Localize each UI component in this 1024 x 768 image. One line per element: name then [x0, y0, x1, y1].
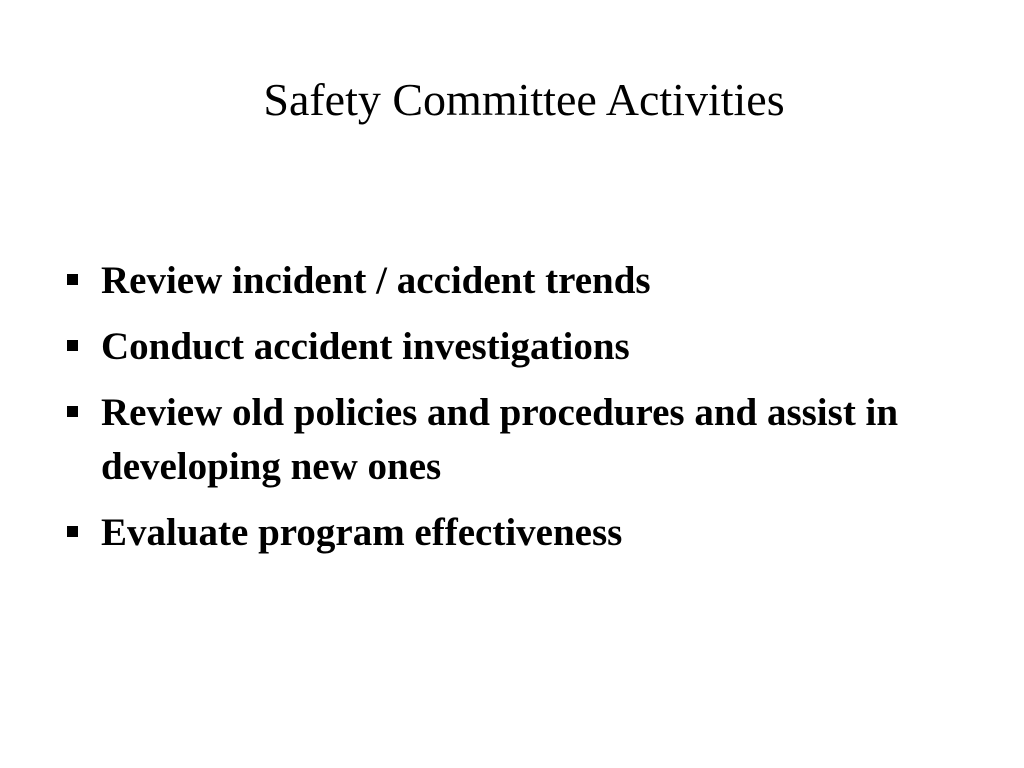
bullet-item [64, 254, 924, 308]
square-bullet-icon [67, 406, 78, 417]
square-bullet-icon [67, 340, 78, 351]
bullet-text: Evaluate program effectiveness [101, 511, 623, 554]
bullet-text: Review old policies and procedures and assist in developing new ones [101, 391, 899, 488]
bullet-list [64, 254, 924, 572]
bullet-text: Review incident / accident trends [101, 259, 651, 302]
square-bullet-icon [67, 526, 78, 537]
bullet-item [64, 506, 924, 560]
bullet-item [64, 386, 924, 494]
square-bullet-icon [67, 274, 78, 285]
bullet-text: Conduct accident investigations [101, 325, 630, 368]
slide-title: Safety Committee Activities [263, 74, 785, 125]
bullet-item [64, 320, 924, 374]
